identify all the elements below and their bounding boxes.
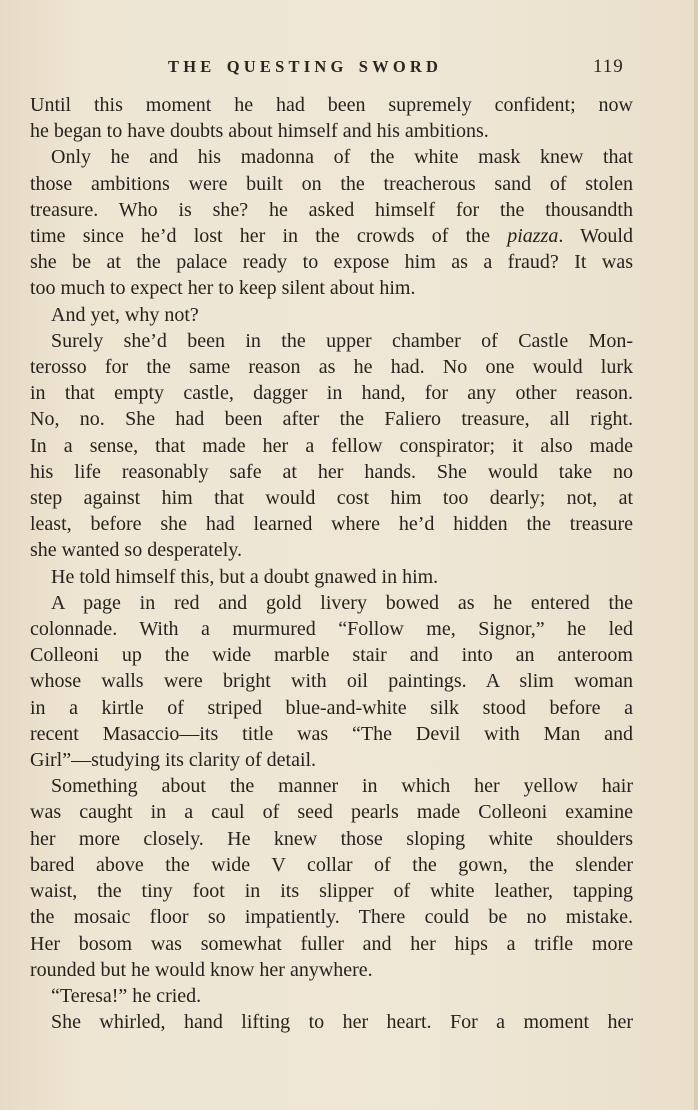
text-line-content: bared above the wide V collar of the gown, the slender xyxy=(30,853,633,876)
italic-word: piazza xyxy=(507,225,559,248)
text-line xyxy=(30,852,633,878)
text-line-content: he began to have doubts about himself and his ambitions. xyxy=(30,120,489,143)
text-line xyxy=(30,773,633,799)
text-line-content: his life reasonably safe at her hands. She would take no xyxy=(30,460,633,483)
text-line-content: in that empty castle, dagger in hand, for any other reason. xyxy=(30,382,633,405)
text-line xyxy=(30,406,633,432)
text-line xyxy=(30,459,633,485)
text-line-content: terosso for the same reason as he had. No one would lurk xyxy=(30,356,633,379)
text-line xyxy=(30,668,633,694)
text-line xyxy=(30,144,633,170)
text-line xyxy=(30,302,633,328)
text-line xyxy=(30,904,633,930)
text-line-content: She whirled, hand lifting to her heart. For a moment her xyxy=(51,1011,633,1034)
text-line-content: the mosaic floor so impatiently. There could be no mistake. xyxy=(30,906,633,929)
text-line xyxy=(30,328,633,354)
text-line-content: Only he and his madonna of the white mask knew that xyxy=(51,146,633,169)
text-line-content: time since he’d lost her in the crowds of the xyxy=(30,225,508,248)
page-header xyxy=(0,57,698,79)
text-line xyxy=(30,931,633,957)
text-line-content: whose walls were bright with oil paintings. A slim woman xyxy=(30,670,633,693)
text-line xyxy=(30,799,633,825)
text-line-content: Her bosom was somewhat fuller and her hips a trifle more xyxy=(30,932,633,955)
text-line-content: Girl”—studying its clarity of detail. xyxy=(30,749,317,772)
text-line xyxy=(30,1009,633,1035)
text-line-content: “Teresa!” he cried. xyxy=(51,984,202,1007)
text-line xyxy=(30,223,633,249)
text-line-content: her more closely. He knew those sloping white shoulders xyxy=(30,827,633,850)
text-line-content: A page in red and gold livery bowed as he entered the xyxy=(51,591,633,614)
text-line-content: Something about the manner in which her yellow hair xyxy=(51,775,633,798)
text-line-content: And yet, why not? xyxy=(51,303,199,326)
text-line-content: recent Masaccio—its title was “The Devil with Man and xyxy=(30,722,633,745)
text-line xyxy=(30,983,633,1009)
text-line xyxy=(30,249,633,275)
text-line xyxy=(30,511,633,537)
page-number: 119 xyxy=(593,56,624,77)
text-line xyxy=(30,957,633,983)
text-line-continuation: . Would xyxy=(558,225,633,248)
text-line xyxy=(30,616,633,642)
text-line-content: No, no. She had been after the Faliero treasure, all right. xyxy=(30,408,633,431)
text-line-content: those ambitions were built on the treacherous sand of stolen xyxy=(30,172,633,195)
text-line xyxy=(30,747,633,773)
text-line-content: He told himself this, but a doubt gnawed in him. xyxy=(51,565,439,588)
text-line-content: rounded but he would know her anywhere. xyxy=(30,958,373,981)
text-line xyxy=(30,380,633,406)
text-line xyxy=(30,695,633,721)
text-line xyxy=(30,118,633,144)
text-line xyxy=(30,537,633,563)
running-title: THE QUESTING SWORD xyxy=(168,57,443,76)
text-line xyxy=(30,878,633,904)
text-line xyxy=(30,354,633,380)
text-line-content: Surely she’d been in the upper chamber of Castle Mon- xyxy=(51,329,633,352)
text-line-content: step against him that would cost him too dearly; not, at xyxy=(30,487,633,510)
text-line-content: she be at the palace ready to expose him as a fraud? It was xyxy=(30,251,633,274)
text-line-content: treasure. Who is she? he asked himself for the thousandth xyxy=(30,198,633,221)
text-line-content: too much to expect her to keep silent about him. xyxy=(30,277,416,300)
text-line xyxy=(30,197,633,223)
text-line-content: was caught in a caul of seed pearls made Colleoni examine xyxy=(30,801,633,824)
text-line-content: she wanted so desperately. xyxy=(30,539,242,562)
text-line-content: in a kirtle of striped blue-and-white silk stood before a xyxy=(30,696,633,719)
text-line xyxy=(30,485,633,511)
text-line xyxy=(30,642,633,668)
body-text xyxy=(30,92,633,1035)
text-line xyxy=(30,590,633,616)
text-line xyxy=(30,564,633,590)
text-line xyxy=(30,826,633,852)
text-line xyxy=(30,433,633,459)
text-line-content: least, before she had learned where he’d hidden the treasure xyxy=(30,513,633,536)
text-line-content: Until this moment he had been supremely confident; now xyxy=(30,94,633,116)
text-line xyxy=(30,275,633,301)
text-line-content: Colleoni up the wide marble stair and into an anteroom xyxy=(30,644,633,667)
text-line-content: In a sense, that made her a fellow conspirator; it also made xyxy=(30,434,633,457)
text-line xyxy=(30,171,633,197)
text-line-content: waist, the tiny foot in its slipper of white leather, tapping xyxy=(30,880,633,903)
text-line-content: colonnade. With a murmured “Follow me, Signor,” he led xyxy=(30,618,633,641)
text-line xyxy=(30,721,633,747)
text-line xyxy=(30,92,633,118)
